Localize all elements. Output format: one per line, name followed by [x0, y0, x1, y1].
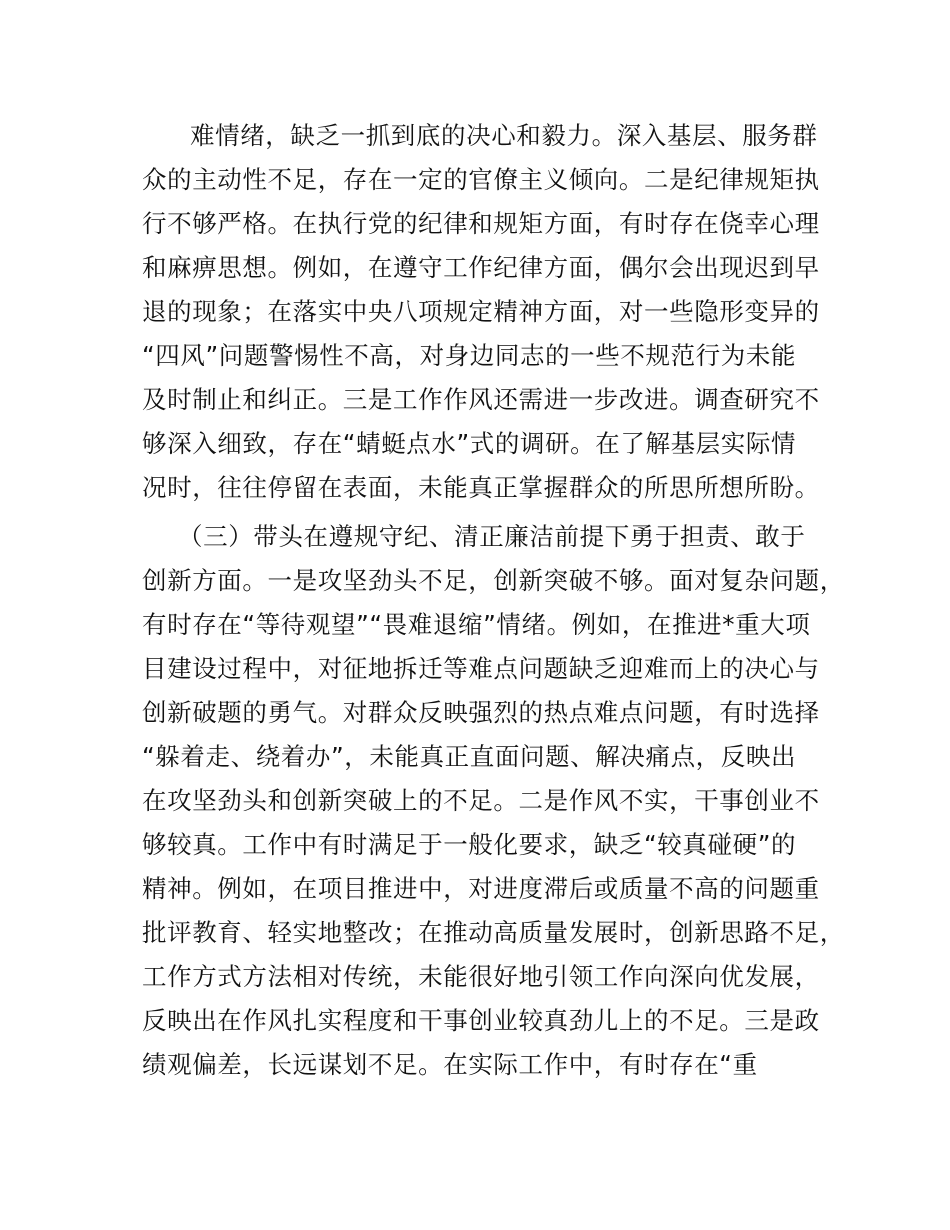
paragraph-line: 目建设过程中，对征地拆迁等难点问题缺乏迎难而上的决心与: [142, 654, 820, 683]
section-heading-line: （三）带头在遵规守纪、清正廉洁前提下勇于担责、敢于: [178, 522, 806, 551]
paragraph-line: “躲着走、绕着办”，未能真正直面问题、解决痛点，反映出: [142, 742, 797, 771]
paragraph-line: 批评教育、轻实地整改；在推动高质量发展时，创新思路不足，: [142, 918, 845, 947]
paragraph-line: 有时存在“等待观望”“畏难退缩”情绪。例如，在推进*重大项: [142, 610, 811, 639]
paragraph-line: 和麻痹思想。例如，在遵守工作纪律方面，偶尔会出现迟到早: [142, 253, 820, 282]
paragraph-line: 反映出在作风扎实程度和干事创业较真劲儿上的不足。三是政: [142, 1006, 820, 1035]
paragraph-line: 退的现象；在落实中央八项规定精神方面，对一些隐形变异的: [142, 297, 820, 326]
paragraph-line: 在攻坚劲头和创新突破上的不足。二是作风不实，干事创业不: [142, 786, 820, 815]
paragraph-line: 创新破题的勇气。对群众反映强烈的热点难点问题，有时选择: [142, 698, 820, 727]
paragraph-line: 够深入细致，存在“蜻蜓点水”式的调研。在了解基层实际情: [142, 429, 797, 458]
paragraph-line: 众的主动性不足，存在一定的官僚主义倾向。二是纪律规矩执: [142, 165, 820, 194]
paragraph-line: 绩观偏差，长远谋划不足。在实际工作中，有时存在“重: [142, 1050, 758, 1079]
paragraph-line: 难情绪，缺乏一抓到底的决心和毅力。深入基层、服务群: [190, 121, 818, 150]
paragraph-line: 况时，往往停留在表面，未能真正掌握群众的所思所想所盼。: [142, 473, 820, 502]
paragraph-line: “四风”问题警惕性不高，对身边同志的一些不规范行为未能: [142, 341, 797, 370]
paragraph-line: 精神。例如，在项目推进中，对进度滞后或质量不高的问题重: [142, 874, 820, 903]
paragraph-line: 够较真。工作中有时满足于一般化要求，缺乏“较真碰硬”的: [142, 830, 797, 859]
paragraph-line: 工作方式方法相对传统，未能很好地引领工作向深向优发展，: [142, 962, 820, 991]
paragraph-line: 行不够严格。在执行党的纪律和规矩方面，有时存在侥幸心理: [142, 209, 820, 238]
paragraph-line: 创新方面。一是攻坚劲头不足，创新突破不够。面对复杂问题，: [142, 566, 845, 595]
paragraph-line: 及时制止和纠正。三是工作作风还需进一步改进。调查研究不: [142, 385, 820, 414]
